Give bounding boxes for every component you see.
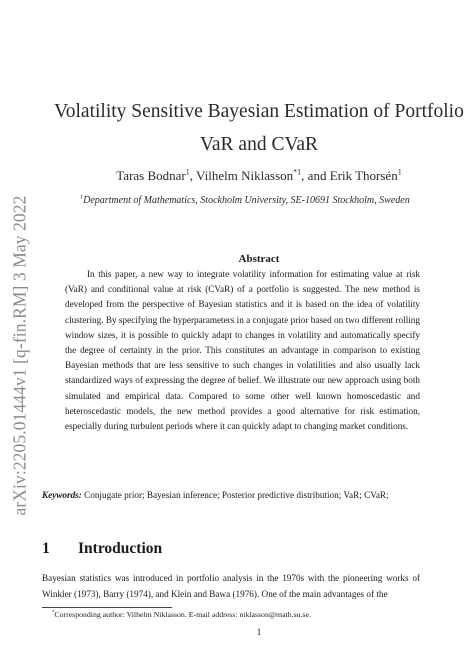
abstract-heading: Abstract bbox=[238, 253, 280, 265]
abstract-text: In this paper, a new way to integrate volatility information for estimating value at risk (VaR) and conditional value at risk (CVaR) of a portfolio is suggested. The new method is developed from the perspective of Bayesian statistics and it is based on the idea of volatility clustering. By specifying the hyperparameters in a conjugate prior based on two different rolling window sizes, it is possible to quickly adapt to changes in volatility and automatically specify the degree of certainty in the prior. This constitutes an advantage in comparison to existing Bayesian methods that are less sensitive to such changes in volatilities and also usually lack standardized ways of expressing the degree of belief. We illustrate our new approach using both simulated and empirical data. Compared to some other well known homoscedastic and heteroscedastic models, the new method provides a good alternative for risk estimation, especially during turbulent periods where it can quickly adapt to changing market conditions. bbox=[65, 269, 420, 432]
author-separator: , and bbox=[301, 168, 330, 183]
affiliation-text: Department of Mathematics, Stockholm University, SE-10691 Stockholm, Sweden bbox=[83, 195, 410, 206]
author-name: Erik Thorsén bbox=[329, 168, 398, 183]
affiliation-mark: 1 bbox=[80, 193, 84, 201]
author-name: Vilhelm Niklasson bbox=[196, 168, 294, 183]
footnote-divider bbox=[42, 607, 172, 608]
author-name: Taras Bodnar bbox=[116, 168, 186, 183]
arxiv-stamp bbox=[2, 185, 38, 525]
author-list bbox=[40, 168, 474, 184]
title-line-1: Volatility Sensitive Bayesian Estimation of Portfolio bbox=[54, 101, 464, 122]
affiliation bbox=[80, 195, 440, 206]
keywords-text: Conjugate prior; Bayesian inference; Posterior predictive distribution; VaR; CVaR; bbox=[84, 490, 389, 500]
intro-paragraph: Bayesian statistics was introduced in portfolio analysis in the 1970s with the pioneering works of Winkler (1973), Barry (1974), and Klein and Bawa (1976). One of the main advantages of the bbox=[42, 573, 420, 599]
title-line-2: VaR and CVaR bbox=[199, 134, 319, 155]
section-title: Introduction bbox=[78, 540, 163, 557]
arxiv-identifier: arXiv:2205.01444v1 [q-fin.RM] 3 May 2022 bbox=[9, 195, 30, 515]
author-mark: 1 bbox=[185, 167, 190, 177]
section-number: 1 bbox=[42, 540, 50, 557]
keywords bbox=[42, 488, 420, 503]
footnote-text: Corresponding author: Vilhelm Niklasson. E-mail address: niklasson@math.su.se. bbox=[54, 610, 311, 619]
paper-title bbox=[40, 95, 474, 161]
author-separator: , bbox=[189, 168, 197, 183]
section-heading bbox=[42, 540, 162, 558]
author-mark: *1 bbox=[293, 167, 302, 177]
footnote-mark: * bbox=[52, 610, 55, 616]
page-number: 1 bbox=[256, 628, 262, 638]
keywords-label: Keywords: bbox=[42, 490, 82, 500]
footnote bbox=[52, 610, 420, 619]
author-mark: 1 bbox=[397, 167, 402, 177]
